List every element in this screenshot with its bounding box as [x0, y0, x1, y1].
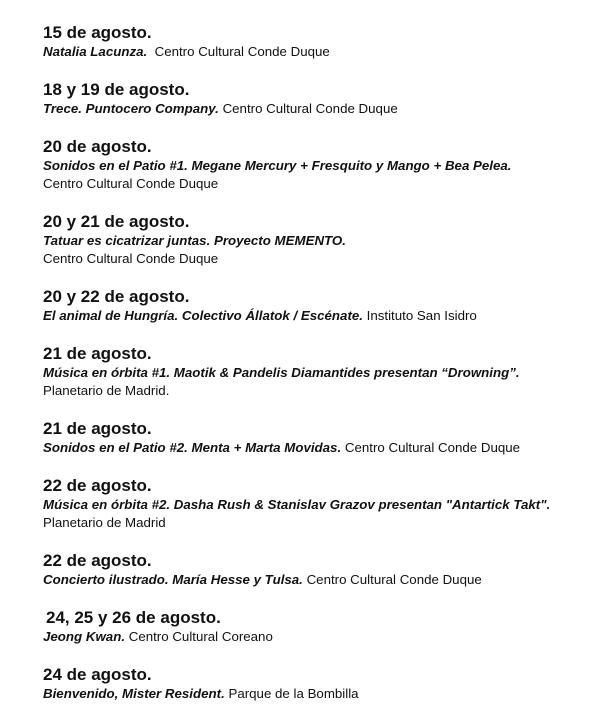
event-date: 20 y 22 de agosto.	[43, 287, 190, 306]
event-title: Jeong Kwan.	[43, 629, 126, 644]
entry-spacer	[43, 118, 603, 136]
event-details	[43, 307, 603, 325]
event-entry	[43, 79, 603, 118]
event-entry	[43, 286, 603, 325]
event-title: Trece. Puntocero Company.	[43, 101, 219, 116]
event-date: 22 de agosto.	[43, 476, 152, 495]
entry-spacer	[43, 646, 603, 664]
event-entry	[43, 607, 603, 646]
event-venue: Centro Cultural Coreano	[128, 629, 273, 644]
event-date: 24, 25 y 26 de agosto.	[46, 608, 221, 627]
event-details	[43, 364, 603, 382]
entry-spacer	[43, 193, 603, 211]
event-title: Tatuar es cicatrizar juntas. Proyecto MEMENTO.	[43, 233, 346, 248]
event-date: 22 de agosto.	[43, 551, 152, 570]
event-entry	[43, 664, 603, 703]
entry-spacer	[43, 325, 603, 343]
entry-spacer	[43, 400, 603, 418]
event-venue: Parque de la Bombilla	[228, 686, 359, 701]
event-entry	[43, 136, 603, 193]
event-entry	[43, 211, 603, 268]
event-title: El animal de Hungría. Colectivo Állatok / Escénate.	[43, 308, 363, 323]
event-date: 24 de agosto.	[43, 665, 152, 684]
event-listing	[43, 22, 603, 703]
event-entry	[43, 550, 603, 589]
event-title: Música en órbita #1. Maotik & Pandelis Diamantides presentan “Drowning”.	[43, 365, 520, 380]
event-date: 21 de agosto.	[43, 344, 152, 363]
event-details	[43, 628, 603, 646]
event-venue: Centro Cultural Conde Duque	[43, 251, 219, 266]
event-entry	[43, 22, 603, 61]
event-title: Concierto ilustrado. María Hesse y Tulsa.	[43, 572, 303, 587]
event-details	[43, 232, 603, 250]
event-details	[43, 157, 603, 175]
event-venue-line	[43, 175, 603, 193]
event-venue-line	[43, 250, 603, 268]
event-date: 20 y 21 de agosto.	[43, 212, 190, 231]
event-venue: Planetario de Madrid.	[43, 383, 170, 398]
event-title: Bienvenido, Mister Resident.	[43, 686, 225, 701]
event-venue: Instituto San Isidro	[366, 308, 477, 323]
event-date: 18 y 19 de agosto.	[43, 80, 190, 99]
event-date: 21 de agosto.	[43, 419, 152, 438]
entry-spacer	[43, 61, 603, 79]
event-title: Sonidos en el Patio #2. Menta + Marta Movidas.	[43, 440, 342, 455]
event-title: Natalia Lacunza.	[43, 44, 148, 59]
event-title: Sonidos en el Patio #1. Megane Mercury + Fresquito y Mango + Bea Pelea.	[43, 158, 512, 173]
entry-spacer	[43, 532, 603, 550]
event-details	[43, 571, 603, 589]
event-venue: Centro Cultural Conde Duque	[306, 572, 482, 587]
event-date: 15 de agosto.	[43, 23, 152, 42]
entry-spacer	[43, 457, 603, 475]
event-details	[43, 100, 603, 118]
event-venue: Planetario de Madrid	[43, 515, 166, 530]
entry-spacer	[43, 589, 603, 607]
entry-spacer	[43, 268, 603, 286]
event-venue-line	[43, 382, 603, 400]
event-entry	[43, 475, 603, 532]
event-entry	[43, 343, 603, 400]
event-date: 20 de agosto.	[43, 137, 152, 156]
event-entry	[43, 418, 603, 457]
event-details	[43, 43, 603, 61]
event-venue: Centro Cultural Conde Duque	[43, 176, 219, 191]
event-venue: Centro Cultural Conde Duque	[344, 440, 521, 455]
event-venue-line	[43, 514, 603, 532]
event-title: Música en órbita #2. Dasha Rush & Stanislav Grazov presentan "Antartick Takt".	[43, 497, 551, 512]
event-venue: Centro Cultural Conde Duque	[222, 101, 398, 116]
event-details	[43, 496, 603, 514]
event-details	[43, 439, 603, 457]
event-venue: Centro Cultural Conde Duque	[154, 44, 330, 59]
event-details	[43, 685, 603, 703]
